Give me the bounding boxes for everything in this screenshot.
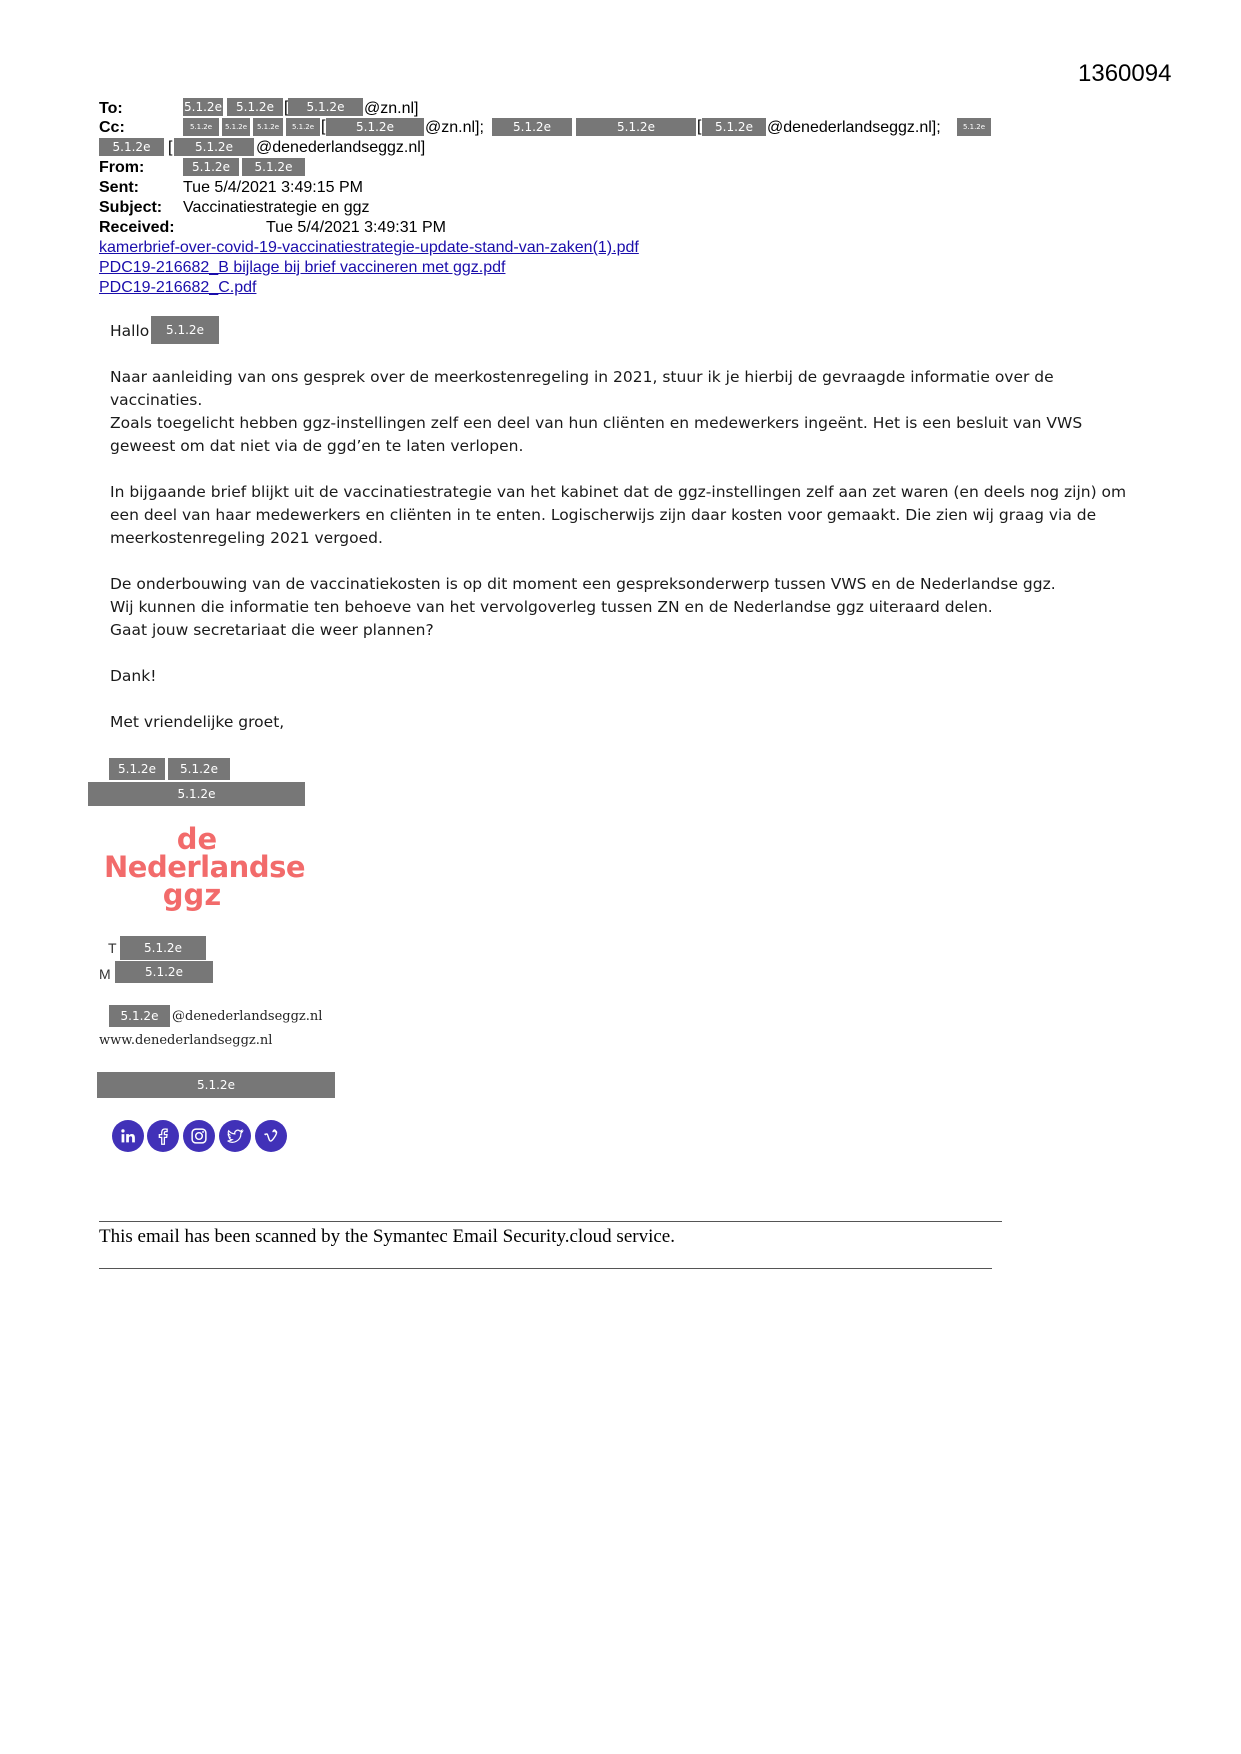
redaction: 5.1.2e [184, 100, 222, 114]
mobile-label: M [99, 966, 111, 982]
logo-line: de [176, 822, 218, 856]
logo-line: Nederlandse [104, 850, 306, 884]
redaction: 5.1.2e [702, 118, 766, 136]
redaction: 5.1.2e [151, 316, 219, 344]
redaction: 5.1.2e [109, 1005, 170, 1027]
redaction: 5.1.2e [183, 118, 219, 136]
divider [99, 1221, 1002, 1222]
redaction: 5.1.2e [174, 138, 254, 156]
divider [99, 1268, 992, 1269]
redaction: 5.1.2e [88, 782, 305, 806]
attachment-link[interactable]: kamerbrief-over-covid-19-vaccinatiestrategie-update-stand-van-zaken(1).pdf [99, 239, 639, 256]
body-line: meerkostenregeling 2021 vergoed. [110, 529, 383, 547]
received-label: Received: [99, 219, 175, 236]
vimeo-icon[interactable] [255, 1120, 287, 1152]
redaction: 5.1.2e [168, 758, 230, 780]
body-line: In bijgaande brief blijkt uit de vaccinatiestrategie van het kabinet dat de ggz-instellingen zelf aan zet waren (en deels nog zijn) om [110, 483, 1127, 501]
thanks: Dank! [110, 667, 157, 685]
logo-line: ggz [162, 878, 222, 912]
redaction: 5.1.2e [120, 936, 206, 960]
sent-value: Tue 5/4/2021 3:49:15 PM [183, 179, 363, 196]
redaction: 5.1.2e [288, 98, 363, 116]
body-line: geweest om dat niet via de ggd’en te laten verlopen. [110, 437, 524, 455]
redaction: 5.1.2e [99, 138, 164, 156]
bracket: [ [697, 118, 702, 135]
body-line: vaccinaties. [110, 391, 203, 409]
redaction: 5.1.2e [183, 158, 239, 176]
body-line: Zoals toegelicht hebben ggz-instellingen zelf een deel van hun cliënten en medewerkers ingeënt. Het is een besluit van VWS [110, 414, 1083, 432]
body-line: De onderbouwing van de vaccinatiekosten is op dit moment een gespreksonderwerp tussen VWS en de Nederlandse ggz. [110, 575, 1056, 593]
cc-address-suffix: @zn.nl]; [425, 119, 484, 136]
cc-address-suffix: @denederlandseggz.nl]; [767, 119, 941, 136]
instagram-icon[interactable] [183, 1120, 215, 1152]
subject-label: Subject: [99, 199, 163, 216]
body-line: Gaat jouw secretariaat die weer plannen? [110, 621, 434, 639]
redaction: 5.1.2e [492, 118, 572, 136]
redaction: 5.1.2e [115, 961, 213, 983]
closing: Met vriendelijke groet, [110, 713, 285, 731]
body-line: Wij kunnen die informatie ten behoeve van het vervolgoverleg tussen ZN en de Nederlandse ggz uiteraard delen. [110, 598, 993, 616]
redaction: 5.1.2e [222, 118, 250, 136]
document-number: 1360094 [1078, 60, 1172, 87]
bracket: [ [321, 118, 326, 135]
facebook-icon[interactable] [147, 1120, 179, 1152]
organization-logo [104, 822, 306, 912]
sent-label: Sent: [99, 179, 139, 196]
redaction: 5.1.2e [286, 118, 320, 136]
received-value: Tue 5/4/2021 3:49:31 PM [266, 219, 446, 236]
redaction: 5.1.2e [326, 118, 424, 136]
redaction: 5.1.2e [576, 118, 696, 136]
body-line: een deel van haar medewerkers en cliënten in te enten. Logischerwijs zijn daar kosten voor gemaakt. Die zien wij graag via de [110, 506, 1097, 524]
subject-value: Vaccinatiestrategie en ggz [183, 199, 370, 216]
redaction: 5.1.2e [227, 98, 283, 116]
bracket: [ [168, 139, 173, 156]
signature-website[interactable]: www.denederlandseggz.nl [99, 1033, 273, 1048]
cc-label: Cc: [99, 119, 125, 136]
bracket: [ [284, 99, 289, 116]
redaction: 5.1.2e [253, 118, 283, 136]
redaction: 5.1.2e [109, 758, 165, 780]
to-label: To: [99, 100, 123, 117]
cc-address-suffix: @denederlandseggz.nl] [256, 139, 426, 156]
twitter-icon[interactable] [219, 1120, 251, 1152]
signature-email-suffix: @denederlandseggz.nl [172, 1009, 323, 1024]
phone-label: T [108, 940, 117, 956]
to-address-suffix: @zn.nl] [364, 100, 419, 117]
from-label: From: [99, 159, 145, 176]
attachment-link[interactable]: PDC19-216682_B bijlage bij brief vaccineren met ggz.pdf [99, 259, 506, 276]
attachment-link[interactable]: PDC19-216682_C.pdf [99, 279, 257, 296]
redaction: 5.1.2e [957, 118, 991, 136]
body-line: Naar aanleiding van ons gesprek over de meerkostenregeling in 2021, stuur ik je hierbij de gevraagde informatie over de [110, 368, 1054, 386]
greeting: Hallo [110, 322, 150, 340]
linkedin-icon[interactable] [112, 1120, 144, 1152]
redaction: 5.1.2e [242, 158, 305, 176]
redaction: 5.1.2e [97, 1072, 335, 1098]
scan-notice: This email has been scanned by the Symantec Email Security.cloud service. [99, 1226, 675, 1247]
